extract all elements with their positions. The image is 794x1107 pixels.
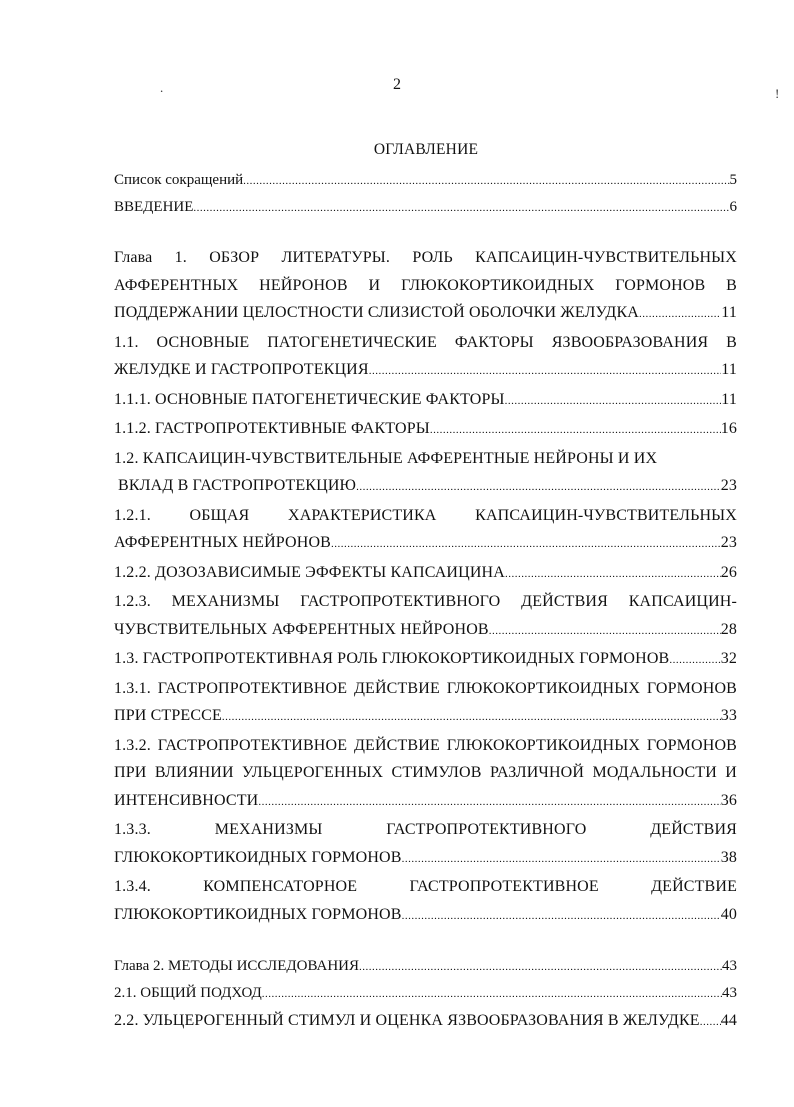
toc-entry-abbreviations[interactable]: Список сокращений ..... 5 — [114, 167, 737, 194]
toc-entry-chapter-1[interactable]: Глава 1. ОБЗОР ЛИТЕРАТУРЫ. РОЛЬ КАПСАИЦИН-ЧУВСТВИТЕЛЬНЫХ АФФЕРЕНТНЫХ НЕЙРОНОВ И ГЛЮКОКОРТИКОИДНЫХ ГОРМОНОВ В ПОДДЕРЖАНИИ ЦЕЛОСТНОСТИ СЛИЗИСТОЙ ОБОЛОЧКИ ЖЕЛУДКА ..... 11 — [114, 244, 737, 329]
toc-entry-2-2[interactable]: 2.2. УЛЬЦЕРОГЕННЫЙ СТИМУЛ И ОЦЕНКА ЯЗВООБРАЗОВАНИЯ В ЖЕЛУДКЕ ..... 44 — [114, 1007, 737, 1037]
page-ref: 16 — [720, 420, 737, 437]
toc-title: ОГЛАВЛЕНИЕ — [373, 141, 479, 158]
toc-entry-1-2-2[interactable]: 1.2.2. ДОЗОЗАВИСИМЫЕ ЭФФЕКТЫ КАПСАИЦИНА ..... 26 — [114, 559, 737, 589]
page-ref: 23 — [720, 534, 737, 551]
page-ref: 43 — [722, 958, 737, 974]
page-ref: 6 — [729, 199, 737, 215]
toc-entry-1-1-1[interactable]: 1.1.1. ОСНОВНЫЕ ПАТОГЕНЕТИЧЕСКИЕ ФАКТОРЫ ..... 11 — [114, 386, 737, 416]
toc-entry-1-3[interactable]: 1.3. ГАСТРОПРОТЕКТИВНАЯ РОЛЬ ГЛЮКОКОРТИКОИДНЫХ ГОРМОНОВ ..... 32 — [114, 645, 737, 675]
page-ref: 33 — [720, 707, 737, 724]
table-of-contents — [114, 167, 737, 1037]
toc-entry-introduction[interactable]: ВВЕДЕНИЕ ..... 6 — [114, 194, 737, 221]
page-ref: 36 — [720, 791, 737, 809]
page-ref: 26 — [720, 563, 737, 581]
page-ref: 5 — [729, 172, 737, 188]
toc-entry-1-2-3[interactable]: 1.2.3. МЕХАНИЗМЫ ГАСТРОПРОТЕКТИВНОГО ДЕЙСТВИЯ КАПСАИЦИН- ЧУВСТВИТЕЛЬНЫХ АФФЕРЕНТНЫХ НЕЙРОНОВ ..... 28 — [114, 588, 737, 645]
toc-entry-1-3-1[interactable]: 1.3.1. ГАСТРОПРОТЕКТИВНОЕ ДЕЙСТВИЕ ГЛЮКОКОРТИКОИДНЫХ ГОРМОНОВ ПРИ СТРЕССЕ ..... 33 — [114, 675, 737, 732]
page-ref: 28 — [720, 620, 737, 638]
page-ref: 23 — [720, 477, 737, 494]
scan-speck: . — [160, 80, 164, 95]
page-ref: 38 — [720, 848, 737, 866]
toc-entry-1-3-3[interactable]: 1.3.3. МЕХАНИЗМЫ ГАСТРОПРОТЕКТИВНОГО ДЕЙСТВИЯ ГЛЮКОКОРТИКОИДНЫХ ГОРМОНОВ ..... 38 — [114, 816, 737, 873]
page-number: 2 — [393, 76, 401, 93]
page-ref: 11 — [721, 390, 737, 408]
toc-entry-1-3-4[interactable]: 1.3.4. КОМПЕНСАТОРНОЕ ГАСТРОПРОТЕКТИВНОЕ ДЕЙСТВИЕ ГЛЮКОКОРТИКОИДНЫХ ГОРМОНОВ ..... 40 — [114, 873, 737, 930]
page-ref: 44 — [720, 1012, 737, 1029]
toc-entry-chapter-2[interactable]: Глава 2. МЕТОДЫ ИССЛЕДОВАНИЯ ..... 43 — [114, 953, 737, 980]
page-ref: 40 — [720, 905, 737, 923]
toc-entry-1-2[interactable]: 1.2. КАПСАИЦИН-ЧУВСТВИТЕЛЬНЫЕ АФФЕРЕНТНЫЕ НЕЙРОНЫ И ИХ ВКЛАД В ГАСТРОПРОТЕКЦИЮ ..... 23 — [114, 445, 737, 502]
toc-entry-1-1-2[interactable]: 1.1.2. ГАСТРОПРОТЕКТИВНЫЕ ФАКТОРЫ ..... 16 — [114, 415, 737, 445]
toc-entry-1-2-1[interactable]: 1.2.1. ОБЩАЯ ХАРАКТЕРИСТИКА КАПСАИЦИН-ЧУВСТВИТЕЛЬНЫХ АФФЕРЕНТНЫХ НЕЙРОНОВ ..... 23 — [114, 502, 737, 559]
scan-speck: ! — [775, 86, 780, 101]
page-ref: 32 — [720, 650, 737, 667]
page-ref: 11 — [721, 304, 737, 321]
toc-entry-1-3-2[interactable]: 1.3.2. ГАСТРОПРОТЕКТИВНОЕ ДЕЙСТВИЕ ГЛЮКОКОРТИКОИДНЫХ ГОРМОНОВ ПРИ ВЛИЯНИИ УЛЬЦЕРОГЕННЫХ СТИМУЛОВ РАЗЛИЧНОЙ МОДАЛЬНОСТИ И ИНТЕНСИВНОСТИ ..... 36 — [114, 732, 737, 817]
toc-entry-1-1[interactable]: 1.1. ОСНОВНЫЕ ПАТОГЕНЕТИЧЕСКИЕ ФАКТОРЫ ЯЗВООБРАЗОВАНИЯ В ЖЕЛУДКЕ И ГАСТРОПРОТЕКЦИЯ ..... 11 — [114, 329, 737, 386]
toc-entry-2-1[interactable]: 2.1. ОБЩИЙ ПОДХОД ..... 43 — [114, 980, 737, 1007]
page-ref: 11 — [721, 361, 737, 378]
page-ref: 43 — [722, 985, 737, 1001]
